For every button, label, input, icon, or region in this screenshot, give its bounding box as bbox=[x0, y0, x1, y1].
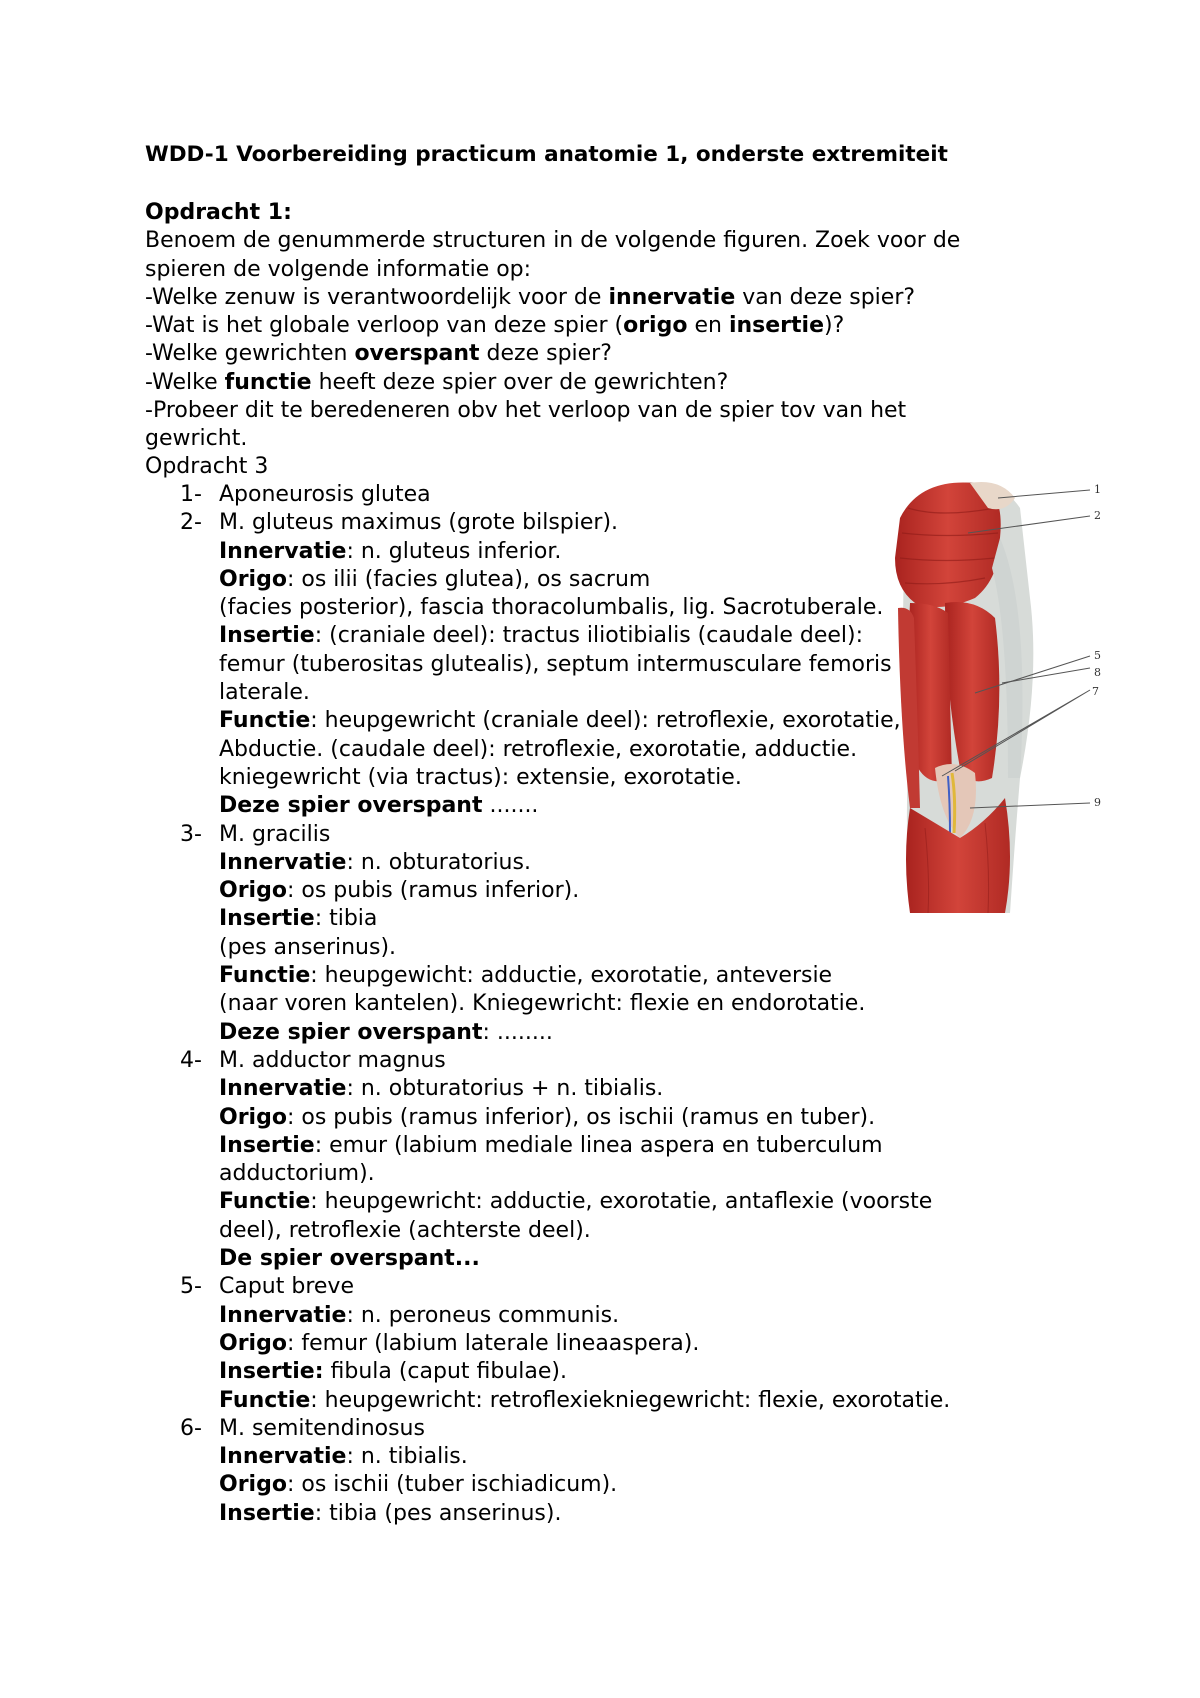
functie-line: deel), retroflexie (achterste deel). bbox=[219, 1217, 591, 1243]
item-name: M. gracilis bbox=[219, 821, 331, 847]
assignment-3-heading: Opdracht 3 bbox=[145, 453, 269, 479]
intro-line: Benoem de genummerde structuren in de volgende figuren. Zoek voor de bbox=[145, 228, 961, 254]
innervatie-line: Innervatie: n. tibialis. bbox=[219, 1444, 468, 1470]
figure-label: 5 bbox=[1094, 649, 1101, 662]
figure-label: 9 bbox=[1094, 796, 1101, 809]
document-title: WDD-1 Voorbereiding practicum anatomie 1, onderste extremiteit bbox=[145, 142, 948, 167]
origo-line: Origo: os pubis (ramus inferior), os ischii (ramus en tuber). bbox=[219, 1104, 876, 1130]
figure-label: 2 bbox=[1094, 509, 1101, 522]
origo-line: (facies posterior), fascia thoracolumbalis, lig. Sacrotuberale. bbox=[219, 595, 884, 621]
innervatie-line: Innervatie: n. peroneus communis. bbox=[219, 1302, 620, 1328]
innervatie-line: Innervatie: n. obturatorius + n. tibialis. bbox=[219, 1076, 664, 1102]
list-item: 3- M. gracilis Innervatie: n. obturatorius. Origo: os pubis (ramus inferior). Insertie: tibia (pes anserinus). Functie: heupgewicht: adductie, exorotatie, anteversie (naar voren kantelen). Kniegewricht: flexie en endorotatie. Deze spier overspant: ........ bbox=[145, 821, 1045, 1047]
question-line: gewricht. bbox=[145, 426, 248, 452]
insertie-line: femur (tuberositas glutealis), septum intermusculare femoris bbox=[219, 651, 892, 677]
innervatie-line: Innervatie: n. obturatorius. bbox=[219, 849, 531, 875]
figure-label: 7 bbox=[1092, 685, 1099, 698]
question-line: -Welke functie heeft deze spier over de gewrichten? bbox=[145, 369, 729, 395]
question-line: -Wat is het globale verloop van deze spier (origo en insertie)? bbox=[145, 313, 845, 339]
origo-line: Origo: os ilii (facies glutea), os sacrum bbox=[219, 566, 651, 592]
item-name: M. adductor magnus bbox=[219, 1047, 446, 1073]
assignment-1 bbox=[145, 199, 1075, 454]
intro-line: spieren de volgende informatie op: bbox=[145, 256, 532, 282]
functie-line: kniegewricht (via tractus): extensie, exorotatie. bbox=[219, 764, 742, 790]
insertie-line: Insertie: (craniale deel): tractus iliotibialis (caudale deel): bbox=[219, 623, 864, 649]
thigh-muscle-figure bbox=[880, 478, 1120, 918]
list-item: 1- Aponeurosis glutea bbox=[145, 481, 1045, 509]
item-name: Aponeurosis glutea bbox=[219, 482, 431, 507]
insertie-line: adductorium). bbox=[219, 1161, 375, 1187]
question-line: -Probeer dit te beredeneren obv het verloop van de spier tov van het bbox=[145, 398, 907, 424]
origo-line: Origo: os pubis (ramus inferior). bbox=[219, 878, 580, 904]
item-name: Caput breve bbox=[219, 1274, 354, 1300]
functie-line: Functie: heupgewricht (craniale deel): retroflexie, exorotatie, bbox=[219, 708, 901, 734]
figure-label: 1 bbox=[1094, 483, 1101, 496]
insertie-line: Insertie: tibia (pes anserinus). bbox=[219, 1500, 562, 1526]
functie-line: (naar voren kantelen). Kniegewricht: flexie en endorotatie. bbox=[219, 991, 866, 1017]
list-item: 2- M. gluteus maximus (grote bilspier). Innervatie: n. gluteus inferior. Origo: os ilii (facies glutea), os sacrum (facies posterior), fascia thoracolumbalis, lig. Sacrotuberale. Insertie: (craniale deel): tractus iliotibialis (caudale deel): femur (tuberositas glutealis), septum intermusculare femoris laterale. Functie: heupgewricht (craniale deel): retroflexie, exorotatie, Abductie. (caudale deel): retroflexie, exorotatie, adductie. kniegewricht (via tractus): extensie, exorotatie. Deze spier overspant ....... bbox=[145, 509, 1045, 820]
overspant-line: De spier overspant... bbox=[219, 1246, 480, 1272]
functie-line: Functie: heupgewricht: adductie, exorotatie, antaflexie (voorste bbox=[219, 1189, 933, 1215]
item-name: M. gluteus maximus (grote bilspier). bbox=[219, 510, 619, 536]
list-item: 6- M. semitendinosus Innervatie: n. tibialis. Origo: os ischii (tuber ischiadicum). Insertie: tibia (pes anserinus). bbox=[145, 1415, 1045, 1528]
item-name: M. semitendinosus bbox=[219, 1415, 425, 1441]
functie-line: Abductie. (caudale deel): retroflexie, exorotatie, adductie. bbox=[219, 736, 858, 762]
list-item: 4- M. adductor magnus Innervatie: n. obturatorius + n. tibialis. Origo: os pubis (ramus inferior), os ischii (ramus en tuber). Insertie: emur (labium mediale linea aspera en tuberculum adductorium). Functie: heupgewricht: adductie, exorotatie, antaflexie (voorste deel), retroflexie (achterste deel). De spier overspant... bbox=[145, 1047, 1045, 1273]
overspant-line: Deze spier overspant ....... bbox=[219, 793, 539, 819]
insertie-line: laterale. bbox=[219, 680, 310, 706]
insertie-line: Insertie: tibia bbox=[219, 906, 378, 932]
assignment-1-heading: Opdracht 1: bbox=[145, 200, 292, 225]
question-line: -Welke gewrichten overspant deze spier? bbox=[145, 341, 612, 367]
insertie-line: Insertie: emur (labium mediale linea aspera en tuberculum bbox=[219, 1132, 883, 1158]
functie-line: Functie: heupgewicht: adductie, exorotatie, anteversie bbox=[219, 963, 833, 989]
insertie-line: Insertie: fibula (caput fibulae). bbox=[219, 1359, 568, 1385]
question-line: -Welke zenuw is verantwoordelijk voor de innervatie van deze spier? bbox=[145, 284, 916, 310]
figure-label: 8 bbox=[1094, 666, 1101, 679]
functie-line: Functie: heupgewricht: retroflexiekniegewricht: flexie, exorotatie. bbox=[219, 1387, 951, 1413]
insertie-line: (pes anserinus). bbox=[219, 934, 397, 960]
origo-line: Origo: os ischii (tuber ischiadicum). bbox=[219, 1472, 618, 1498]
overspant-line: Deze spier overspant: ........ bbox=[219, 1019, 553, 1045]
list-item: 5- Caput breve Innervatie: n. peroneus communis. Origo: femur (labium laterale lineaaspera). Insertie: fibula (caput fibulae). Functie: heupgewricht: retroflexiekniegewricht: flexie, exorotatie. bbox=[145, 1273, 1045, 1414]
origo-line: Origo: femur (labium laterale lineaaspera). bbox=[219, 1330, 700, 1356]
innervatie-line: Innervatie: n. gluteus inferior. bbox=[219, 538, 562, 564]
